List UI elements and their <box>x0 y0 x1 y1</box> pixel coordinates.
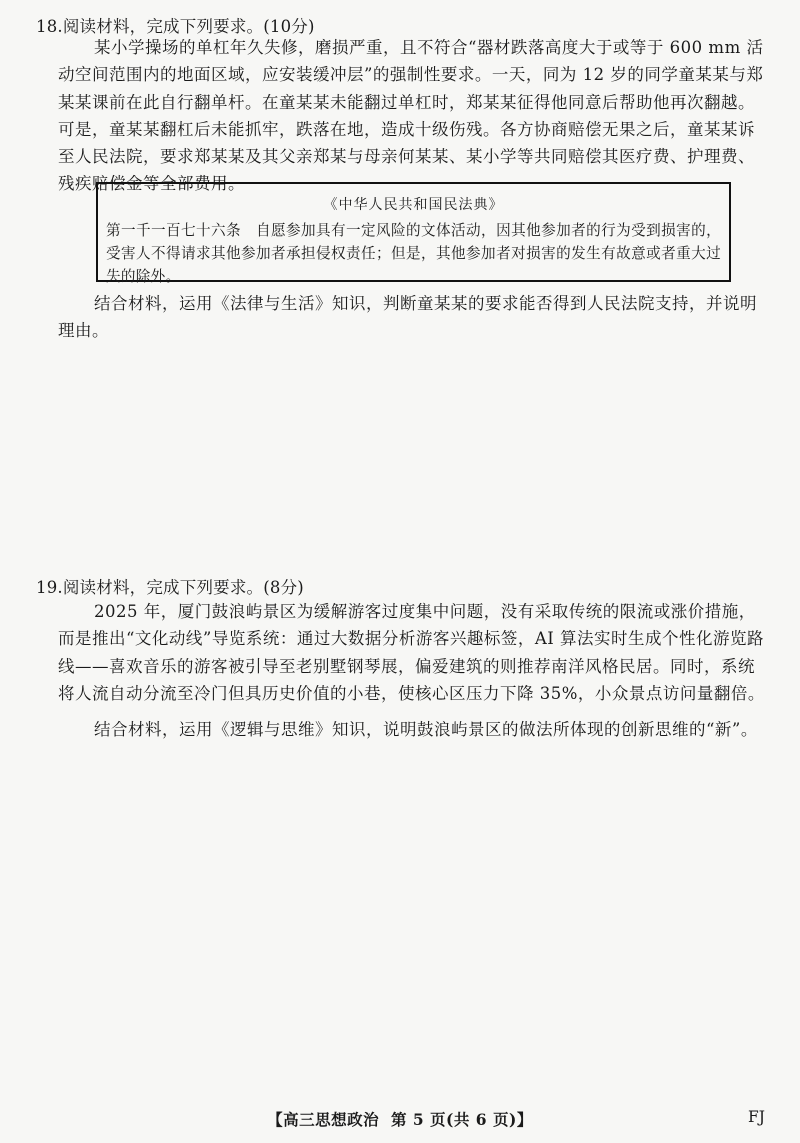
civil-code-article-text: 第一千一百七十六条 自愿参加具有一定风险的文体活动，因其他参加者的行为受到损害的，受害人不得请求其他参加者承担侵权责任；但是，其他参加者对损害的发生有故意或者重大过失的除外。 <box>106 222 721 285</box>
question-18-material-text: 某小学操场的单杠年久失修，磨损严重，且不符合“器材跌落高度大于或等于 600 mm 活动空间范围内的地面区域，应安装缓冲层”的强制性要求。一天，同为 12 岁的同学童某某与郑某某课前在此自行翻单杆。在童某某未能翻过单杠时，郑某某征得他同意后帮助他再次翻越。可是，童某某翻杠后未能抓牢，跌落在地，造成十级伤残。各方协商赔偿无果之后，童某某诉至人民法院，要求郑某某及其父亲郑某与母亲何某某、某小学等共同赔偿其医疗费、护理费、残疾赔偿金等全部费用。 <box>58 38 764 194</box>
footer-open-bracket: 【 <box>267 1110 284 1129</box>
question-19-material-text: 2025 年，厦门鼓浪屿景区为缓解游客过度集中问题，没有采取传统的限流或涨价措施，而是推出“文化动线”导览系统：通过大数据分析游客兴趣标签，AI 算法实时生成个性化游览路线——喜欢音乐的游客被引导至老别墅钢琴展，偏爱建筑的则推荐南洋风格民居。同时，系统将人流自动分流至冷门但具历史价值的小巷，使核心区压力下降 35%，小众景点访问量翻倍。 <box>58 602 765 703</box>
question-18-task <box>58 290 766 345</box>
question-19-task <box>58 716 766 743</box>
question-19-title: 19.阅读材料，完成下列要求。(8分) <box>36 578 304 597</box>
footer-page-info: 第 5 页(共 6 页) <box>390 1110 517 1129</box>
question-18-task-text: 结合材料，运用《法律与生活》知识，判断童某某的要求能否得到人民法院支持，并说明理由。 <box>58 294 757 341</box>
footer-close-bracket: 】 <box>516 1110 533 1129</box>
question-19-material <box>58 598 766 707</box>
footer-subject: 高三思想政治 <box>283 1111 380 1129</box>
page-footer <box>0 1108 800 1130</box>
civil-code-title: 《中华人民共和国民法典》 <box>323 197 504 213</box>
question-18-material <box>58 34 766 198</box>
question-19-task-text: 结合材料，运用《逻辑与思维》知识，说明鼓浪屿景区的做法所体现的创新思维的“新”。 <box>94 720 758 739</box>
footer-region-code: FJ <box>748 1108 765 1126</box>
question-18-title: 18.阅读材料，完成下列要求。(10分) <box>36 17 315 36</box>
civil-code-excerpt-box <box>96 182 731 285</box>
